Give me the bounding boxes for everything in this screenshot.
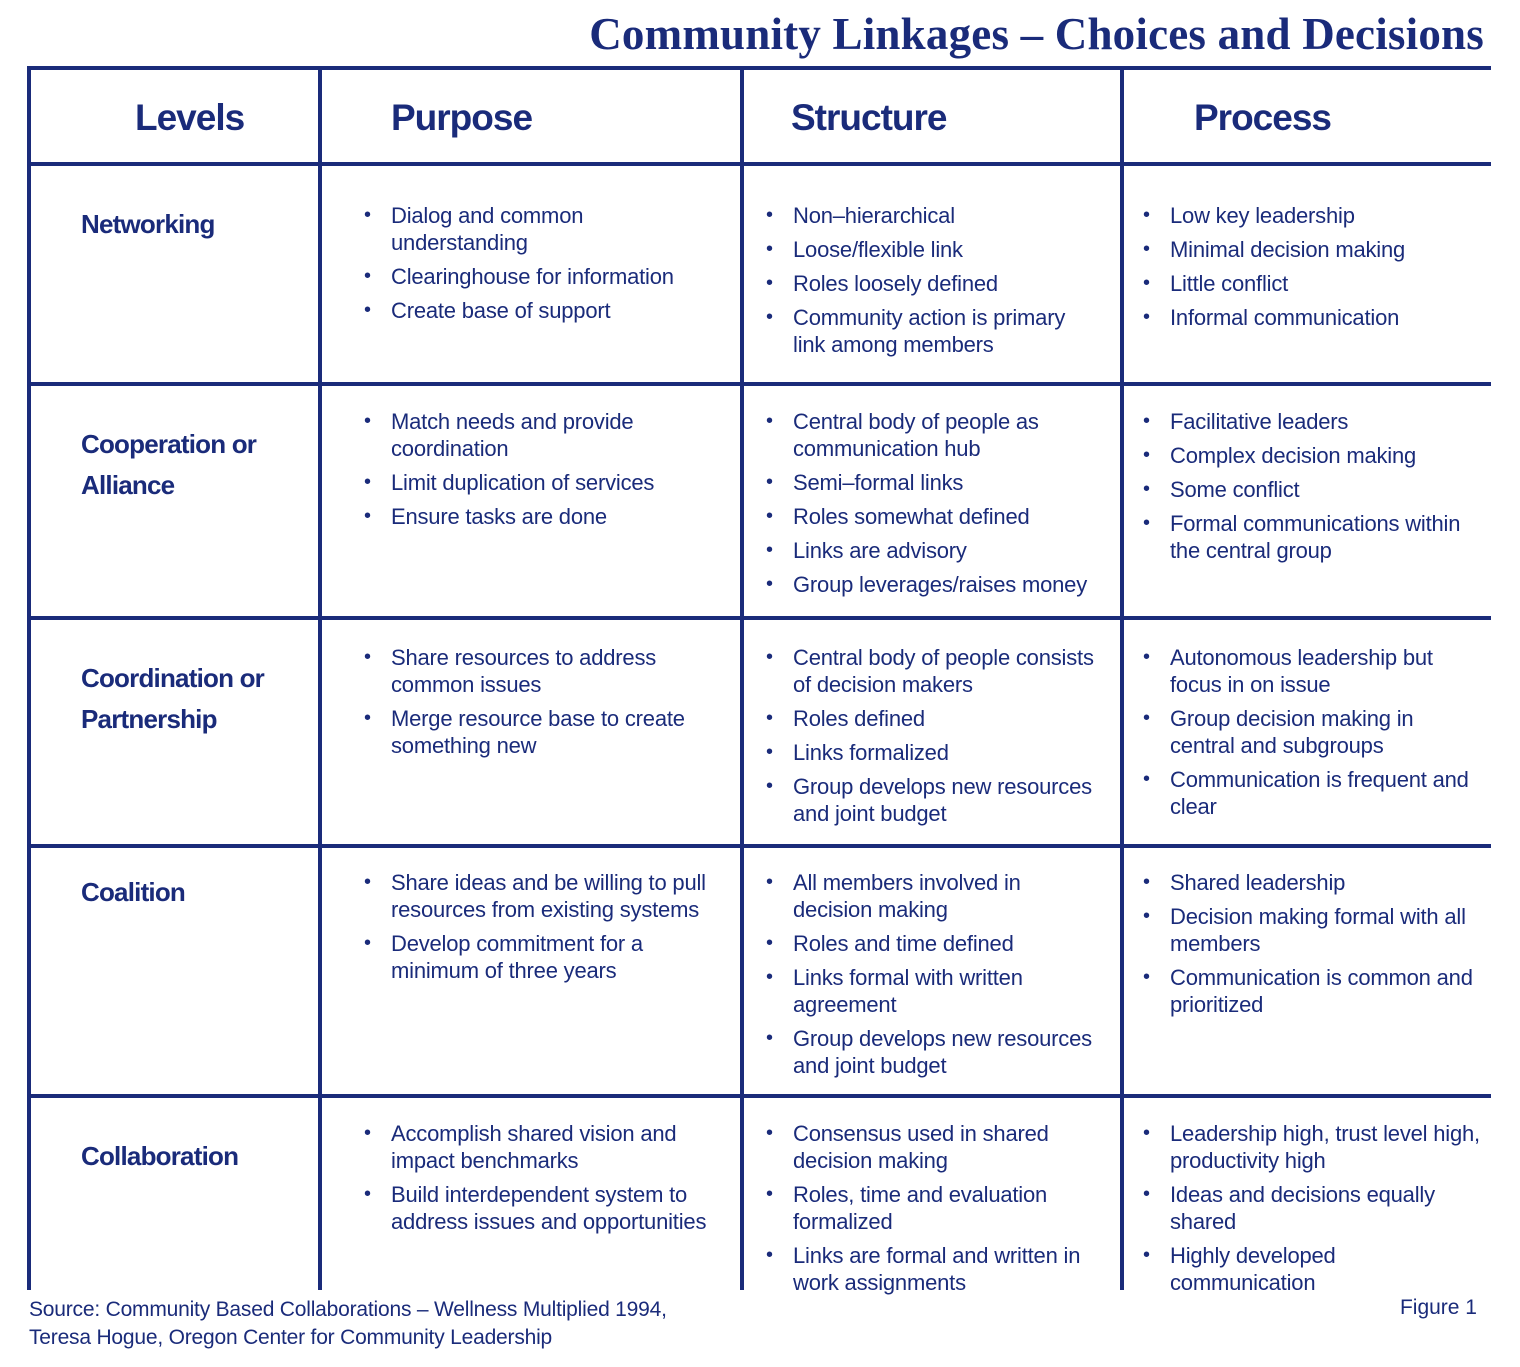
list-item: • Group decision making in central and subgroups: [1170, 705, 1481, 759]
list-item: • Roles somewhat defined: [793, 503, 1102, 530]
page-title: Community Linkages – Choices and Decisions: [589, 9, 1484, 59]
level-label: Coordination or: [81, 663, 264, 693]
header-levels: Levels: [31, 70, 318, 162]
structure-cell: [744, 848, 1120, 1094]
list-item: • Roles and time defined: [793, 930, 1102, 957]
level-networking: [31, 166, 318, 382]
list-item: • Community action is primary link among members: [793, 304, 1102, 358]
list-item: • Group leverages/raises money: [793, 571, 1102, 598]
linkages-table: [27, 66, 1491, 1295]
list-item: • Ideas and decisions equally shared: [1170, 1181, 1481, 1235]
source-line: Source: Community Based Collaborations – Wellness Multiplied 1994,: [29, 1298, 667, 1321]
list-item: • Links are formal and written in work assignments: [793, 1242, 1102, 1296]
list-item: • Share ideas and be willing to pull resources from existing systems: [391, 869, 722, 923]
structure-cell: [744, 1098, 1120, 1306]
process-cell: [1124, 166, 1499, 382]
list-item: • Non–hierarchical: [793, 202, 1102, 229]
level-label: Coalition: [81, 877, 186, 907]
structure-cell: [744, 620, 1120, 844]
list-item: • Autonomous leadership but focus in on issue: [1170, 644, 1481, 698]
level-coordination: [31, 620, 318, 844]
purpose-cell: [322, 620, 740, 844]
list-item: • Minimal decision making: [1170, 236, 1481, 263]
header-purpose: Purpose: [322, 70, 740, 162]
list-item: • Links are advisory: [793, 537, 1102, 564]
list-item: • Group develops new resources and joint budget: [793, 1025, 1102, 1079]
structure-cell: [744, 386, 1120, 616]
list-item: • Consensus used in shared decision making: [793, 1120, 1102, 1174]
list-item: • Low key leadership: [1170, 202, 1481, 229]
list-item: • Develop commitment for a minimum of three years: [391, 930, 722, 984]
process-cell: [1124, 1098, 1499, 1306]
list-item: • Clearinghouse for information: [391, 263, 722, 290]
list-item: • Roles, time and evaluation formalized: [793, 1181, 1102, 1235]
list-item: • Complex decision making: [1170, 442, 1481, 469]
process-cell: [1124, 620, 1499, 844]
list-item: • Facilitative leaders: [1170, 408, 1481, 435]
level-label: Alliance: [81, 470, 175, 500]
list-item: • Some conflict: [1170, 476, 1481, 503]
level-label: Collaboration: [81, 1141, 239, 1171]
level-collaboration: [31, 1098, 318, 1306]
purpose-cell: [322, 166, 740, 382]
figure-label: Figure 1: [1399, 1296, 1477, 1319]
list-item: • Group develops new resources and joint budget: [793, 773, 1102, 827]
header-structure: Structure: [744, 70, 1120, 162]
list-item: • Communication is common and prioritized: [1170, 964, 1481, 1018]
list-item: • All members involved in decision making: [793, 869, 1102, 923]
list-item: • Informal communication: [1170, 304, 1481, 331]
list-item: • Roles loosely defined: [793, 270, 1102, 297]
purpose-cell: [322, 386, 740, 616]
list-item: • Dialog and common understanding: [391, 202, 722, 256]
structure-cell: [744, 166, 1120, 382]
list-item: • Limit duplication of services: [391, 469, 722, 496]
list-item: • Create base of support: [391, 297, 722, 324]
source-citation: [29, 1296, 667, 1352]
level-label: Networking: [81, 209, 215, 239]
level-cooperation: [31, 386, 318, 616]
process-cell: [1124, 386, 1499, 616]
source-line: Teresa Hogue, Oregon Center for Community Leadership: [29, 1326, 553, 1349]
list-item: • Links formalized: [793, 739, 1102, 766]
list-item: • Formal communications within the central group: [1170, 510, 1481, 564]
level-label: Partnership: [81, 704, 217, 734]
list-item: • Roles defined: [793, 705, 1102, 732]
list-item: • Little conflict: [1170, 270, 1481, 297]
list-item: • Shared leadership: [1170, 869, 1481, 896]
list-item: • Accomplish shared vision and impact benchmarks: [391, 1120, 722, 1174]
list-item: • Central body of people consists of decision makers: [793, 644, 1102, 698]
list-item: • Ensure tasks are done: [391, 503, 722, 530]
header-process: Process: [1124, 70, 1499, 162]
purpose-cell: [322, 848, 740, 1094]
list-item: • Decision making formal with all members: [1170, 903, 1481, 957]
list-item: • Match needs and provide coordination: [391, 408, 722, 462]
list-item: • Loose/flexible link: [793, 236, 1102, 263]
list-item: • Semi–formal links: [793, 469, 1102, 496]
process-cell: [1124, 848, 1499, 1094]
list-item: • Central body of people as communication hub: [793, 408, 1102, 462]
list-item: • Merge resource base to create something new: [391, 705, 722, 759]
list-item: • Share resources to address common issues: [391, 644, 722, 698]
level-label: Cooperation or: [81, 429, 257, 459]
list-item: • Leadership high, trust level high, productivity high: [1170, 1120, 1481, 1174]
level-coalition: [31, 848, 318, 1094]
list-item: • Links formal with written agreement: [793, 964, 1102, 1018]
list-item: • Build interdependent system to address issues and opportunities: [391, 1181, 722, 1235]
list-item: • Communication is frequent and clear: [1170, 766, 1481, 820]
purpose-cell: [322, 1098, 740, 1306]
list-item: • Highly developed communication: [1170, 1242, 1481, 1296]
